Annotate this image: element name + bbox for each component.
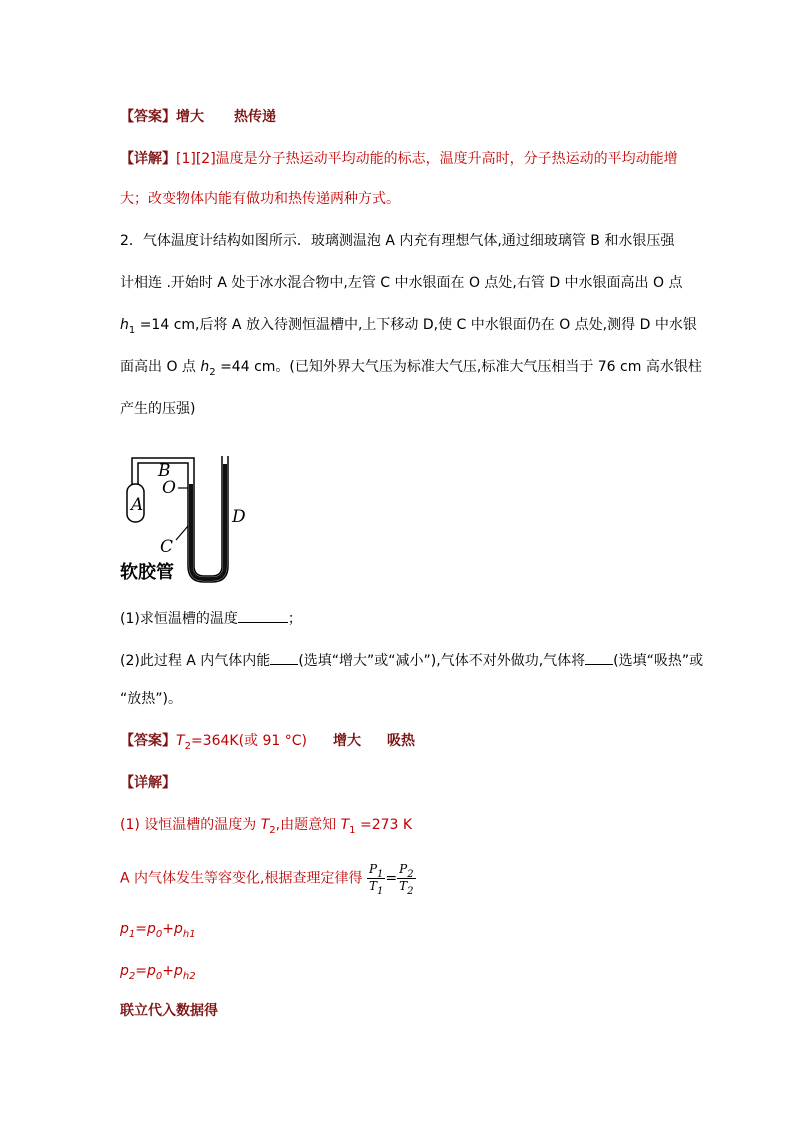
equation-p1: $p_1=p_0+p_{h1}$ bbox=[120, 921, 196, 940]
final-line: 联立代入数据得 bbox=[120, 1003, 218, 1019]
label-d: D bbox=[232, 507, 246, 527]
detail-1-line-1 bbox=[120, 150, 678, 168]
answer-label: 【答案】 bbox=[120, 109, 176, 125]
step-1: (1) 设恒温槽的温度为 $T_2$,由题意知 $T_1 =273$ K bbox=[120, 817, 413, 836]
answer-2-label: 【答案】 bbox=[120, 733, 176, 749]
question-2-line-2: 计相连 .开始时 A 处于冰水混合物中,左管 C 中水银面在 O 点处,右管 D 中水银面高出 O 点 bbox=[120, 275, 683, 291]
c-pointer bbox=[176, 526, 188, 540]
sub-question-1: (1)求恒温槽的温度 ； bbox=[120, 608, 302, 628]
answer-2-line: 【答案】$T_2=364K$(或 91 °C) 增大 吸热 bbox=[120, 733, 415, 752]
answer-value-1: 增大 bbox=[176, 109, 204, 125]
answer-value-2: 热传递 bbox=[234, 109, 276, 125]
question-2-line-4: 面高出 O 点 $h_2 =44$ cm。(已知外界大气压为标准大气压,标准大气压相当于 76 cm 高水银柱 bbox=[120, 359, 702, 378]
detail-2-label: 【详解】 bbox=[120, 775, 176, 791]
equation-p2: $p_2=p_0+p_{h2}$ bbox=[120, 963, 196, 982]
detail-label: 【详解】 bbox=[120, 151, 176, 167]
question-2-line-5: 产生的压强) bbox=[120, 401, 196, 417]
u-tube-inner bbox=[194, 566, 222, 576]
label-soft-tube: 软胶管 bbox=[120, 562, 174, 583]
step-2: A 内气体发生等容变化,根据查理定律得 $\frac{P_1}{T_1}$ = $\frac{P_2}{T_2}$ bbox=[120, 862, 414, 897]
label-a: A bbox=[131, 495, 144, 515]
question-2-line-1: 2．气体温度计结构如图所示．玻璃测温泡 A 内充有理想气体,通过细玻璃管 B 和水银压强 bbox=[120, 233, 675, 249]
label-c: C bbox=[160, 537, 174, 557]
thermometer-diagram bbox=[120, 446, 260, 586]
label-b: B bbox=[158, 461, 171, 481]
answer-blank-1[interactable] bbox=[238, 608, 288, 623]
sub-question-2-line-2: “放热”)。 bbox=[120, 691, 182, 707]
answer-blank-2[interactable] bbox=[270, 650, 298, 665]
fraction-p2-t2: $\frac{P_2}{T_2}$ bbox=[399, 862, 414, 897]
question-2-line-3: $h_1 =14$ cm,后将 A 放入待测恒温槽中,上下移动 D,使 C 中水银面仍在 O 点处,测得 D 中水银 bbox=[120, 317, 697, 336]
sub-question-2-line-1: (2)此过程 A 内气体内能 (选填“增大”或“减小”),气体不对外做功,气体将 (选填“吸热”或 bbox=[120, 650, 703, 670]
mercury-d bbox=[223, 464, 227, 566]
detail-text: [1][2]温度是分子热运动平均动能的标志，温度升高时，分子热运动的平均动能增 bbox=[176, 151, 678, 167]
answer-blank-3[interactable] bbox=[585, 650, 613, 665]
fraction-p1-t1: $\frac{P_1}{T_1}$ bbox=[368, 862, 384, 897]
answer-1-line bbox=[120, 108, 276, 126]
label-o: O bbox=[162, 478, 176, 498]
mercury-c bbox=[189, 484, 193, 566]
detail-1-line-2: 大；改变物体内能有做功和热传递两种方式。 bbox=[120, 191, 400, 207]
